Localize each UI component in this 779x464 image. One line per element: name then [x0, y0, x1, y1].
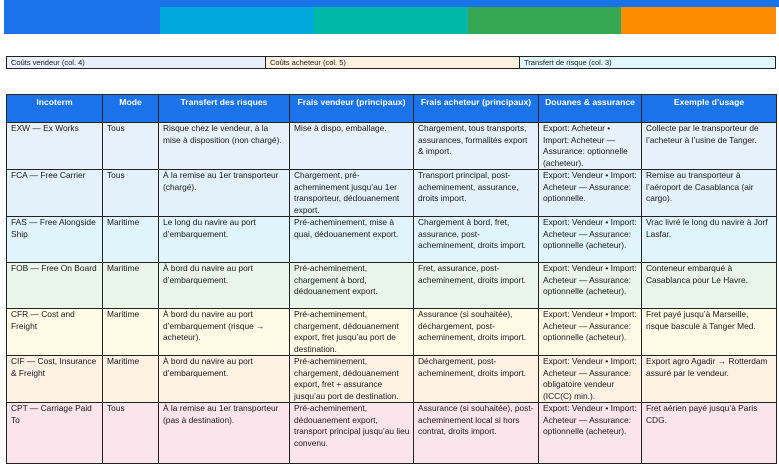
table-row-fas [7, 217, 777, 263]
cell-seller-costs: Pré-acheminement, chargement à bord, dédouanement export. [290, 263, 414, 309]
col-header-risk-transfer: Transfert des risques [159, 95, 290, 123]
cell-seller-costs: Pré-acheminement, chargement, dédouanement export, fret jusqu’au port de destination. [290, 309, 414, 356]
cell-mode: Maritime [103, 263, 159, 309]
cell-risk-transfer: À la remise au 1er transporteur (chargé). [159, 170, 290, 217]
incoterms-table [6, 94, 777, 464]
cell-customs-insurance: Export: Vendeur • Import: Acheteur — Assurance: optionnelle (acheteur). [539, 309, 642, 356]
cell-seller-costs: Pré-acheminement, mise à quai, dédouanement export. [290, 217, 414, 263]
cell-usage-example: Vrac livré le long du navire à Jorf Lasfar. [642, 217, 777, 263]
cell-incoterm: FAS — Free Alongside Ship [7, 217, 103, 263]
cell-customs-insurance: Export: Vendeur • Import: Acheteur — Assurance: optionnelle (acheteur). [539, 403, 642, 464]
cell-risk-transfer: À bord du navire au port d’embarquement. [159, 356, 290, 403]
cell-incoterm: CIF — Cost, Insurance & Freight [7, 356, 103, 403]
table-row-exw [7, 123, 777, 170]
cell-mode: Tous [103, 403, 159, 464]
cell-mode: Maritime [103, 217, 159, 263]
cell-usage-example: Export agro Agadir → Rotterdam assuré par le vendeur. [642, 356, 777, 403]
cell-seller-costs: Pré-acheminement, chargement, dédouanement export, fret + assurance jusqu’au port de destination. [290, 356, 414, 403]
col-header-mode: Mode [103, 95, 159, 123]
cell-customs-insurance: Export: Vendeur • Import: Acheteur — Assurance: obligatoire vendeur (ICC(C) min.). [539, 356, 642, 403]
cell-buyer-costs: Assurance (si souhaitée), déchargement, post-acheminement, droits import. [414, 309, 539, 356]
band-cyan [160, 7, 314, 34]
cell-seller-costs: Chargement, pré-acheminement jusqu’au 1er transporteur, dédouanement export. [290, 170, 414, 217]
cell-incoterm: FOB — Free On Board [7, 263, 103, 309]
cell-buyer-costs: Assurance (si souhaitée), post-acheminement local si hors contrat, droits import. [414, 403, 539, 464]
legend-seller-costs: Coûts vendeur (col. 4) [7, 57, 265, 68]
table-row-cif [7, 356, 777, 403]
cell-seller-costs: Pré-acheminement, dédouanement export, transport principal jusqu’au lieu convenu. [290, 403, 414, 464]
cell-incoterm: FCA — Free Carrier [7, 170, 103, 217]
col-header-buyer-costs: Frais acheteur (principaux) [414, 95, 539, 123]
color-band [4, 7, 776, 34]
band-teal [314, 7, 468, 34]
cell-customs-insurance: Export: Vendeur • Import: Acheteur — Assurance: optionnelle (acheteur). [539, 263, 642, 309]
cell-buyer-costs: Chargement, tous transports, assurances, formalités export & import. [414, 123, 539, 170]
cell-usage-example: Conteneur embarqué à Casablanca pour Le Havre. [642, 263, 777, 309]
cell-incoterm: CFR — Cost and Freight [7, 309, 103, 356]
table-row-fob [7, 263, 777, 309]
top-accent-bar [4, 0, 779, 7]
cell-usage-example: Fret aérien payé jusqu’à Paris CDG. [642, 403, 777, 464]
cell-incoterm: EXW — Ex Works [7, 123, 103, 170]
table-row-cfr [7, 309, 777, 356]
cell-usage-example: Collecte par le transporteur de l’acheteur à l’usine de Tanger. [642, 123, 777, 170]
col-header-seller-costs: Frais vendeur (principaux) [290, 95, 414, 123]
cell-buyer-costs: Chargement à bord, fret, assurance, post-acheminement, droits import. [414, 217, 539, 263]
cell-customs-insurance: Export: Vendeur • Import: Acheteur — Assurance: optionnelle. [539, 170, 642, 217]
cell-risk-transfer: À bord du navire au port d’embarquement. [159, 263, 290, 309]
band-orange [621, 7, 776, 34]
col-header-usage-example: Exemple d’usage [642, 95, 777, 123]
table-row-fca [7, 170, 777, 217]
cell-mode: Maritime [103, 356, 159, 403]
legend-buyer-costs: Coûts acheteur (col. 5) [265, 57, 519, 68]
cell-usage-example: Remise au transporteur à l’aéroport de Casablanca (air cargo). [642, 170, 777, 217]
cell-customs-insurance: Export: Vendeur • Import: Acheteur — Assurance: optionnelle (acheteur). [539, 217, 642, 263]
cell-risk-transfer: À bord du navire au port d’embarquement (risque → acheteur). [159, 309, 290, 356]
band-green [468, 7, 621, 34]
cell-incoterm: CPT — Carriage Paid To [7, 403, 103, 464]
table-row-cpt [7, 403, 777, 464]
cell-mode: Tous [103, 170, 159, 217]
cell-seller-costs: Mise à dispo, emballage. [290, 123, 414, 170]
cell-buyer-costs: Fret, assurance, post-acheminement, droits import. [414, 263, 539, 309]
legend-risk-transfer: Transfert de risque (col. 3) [519, 57, 775, 68]
cell-risk-transfer: À la remise au 1er transporteur (pas à destination). [159, 403, 290, 464]
table-header-row [7, 95, 777, 123]
col-header-incoterm: Incoterm [7, 95, 103, 123]
cell-risk-transfer: Le long du navire au port d’embarquement. [159, 217, 290, 263]
legend [6, 56, 776, 69]
cell-buyer-costs: Transport principal, post-acheminement, assurance, droits import. [414, 170, 539, 217]
cell-mode: Tous [103, 123, 159, 170]
cell-buyer-costs: Déchargement, post-acheminement, droits import. [414, 356, 539, 403]
cell-usage-example: Fret payé jusqu’à Marseille, risque bascule à Tanger Med. [642, 309, 777, 356]
cell-mode: Maritime [103, 309, 159, 356]
col-header-customs-insurance: Douanes & assurance [539, 95, 642, 123]
band-blue [4, 7, 160, 34]
cell-customs-insurance: Export: Acheteur • Import: Acheteur — Assurance: optionnelle (acheteur). [539, 123, 642, 170]
cell-risk-transfer: Risque chez le vendeur, à la mise à disposition (non chargé). [159, 123, 290, 170]
